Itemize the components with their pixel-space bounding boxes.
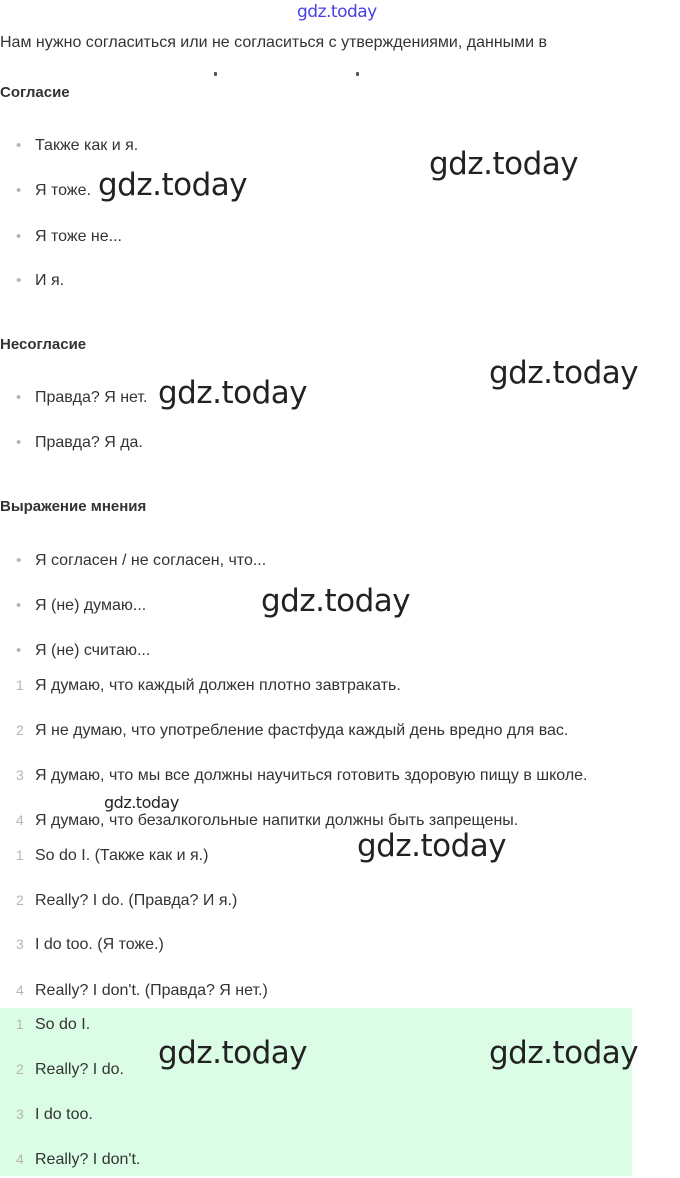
list-item [0, 389, 147, 411]
list-item-text: Я согласен / не согласен, что... [35, 552, 267, 569]
watermark: gdz.today [489, 1035, 639, 1071]
item-number: 2 [16, 722, 24, 738]
numbered-item [0, 847, 208, 869]
site-label[interactable]: gdz.today [297, 2, 377, 22]
numbered-item-text: Я думаю, что безалкогольные напитки должны быть запрещены. [35, 812, 519, 829]
bullet-marker: • [16, 228, 22, 245]
heading-disagreement: Несогласие [0, 336, 87, 353]
list-item-text: Также как и я. [35, 137, 139, 154]
intro-text: Нам нужно согласиться или не согласиться с утверждениями, данными в [0, 34, 548, 51]
bullet-marker: • [16, 434, 22, 451]
watermark: gdz.today [489, 355, 639, 391]
numbered-item-text: Я думаю, что мы все должны научиться готовить здоровую пищу в школе. [35, 767, 588, 784]
heading-agreement: Согласие [0, 84, 70, 101]
bullet-marker: • [16, 597, 22, 614]
item-number: 1 [16, 677, 24, 693]
numbered-item [0, 722, 568, 744]
watermark: gdz.today [158, 375, 308, 411]
watermark: gdz.today [429, 146, 579, 182]
bullet-marker: • [16, 642, 22, 659]
list-item [0, 597, 146, 619]
list-item-text: Правда? Я да. [35, 434, 143, 451]
numbered-item-text: Я не думаю, что употребление фастфуда каждый день вредно для вас. [35, 722, 569, 739]
list-item-text: Я (не) думаю... [35, 597, 147, 614]
bullet-marker: • [16, 182, 22, 199]
answer-item [0, 1016, 90, 1038]
bullet-marker: • [16, 552, 22, 569]
item-number: 3 [16, 936, 24, 952]
cut-glyph [356, 72, 359, 76]
item-number: 4 [16, 1151, 24, 1167]
numbered-item-text: Really? I don't. (Правда? Я нет.) [35, 982, 268, 999]
cut-glyph [214, 72, 217, 76]
heading-opinion: Выражение мнения [0, 498, 147, 515]
item-number: 2 [16, 1061, 24, 1077]
answer-item [0, 1106, 93, 1128]
item-number: 3 [16, 767, 24, 783]
answer-item-text: So do I. [35, 1016, 91, 1033]
watermark: gdz.today [98, 167, 248, 203]
numbered-item-text: Really? I do. (Правда? И я.) [35, 892, 238, 909]
list-item [0, 228, 122, 250]
numbered-item [0, 982, 268, 1004]
watermark: gdz.today [104, 793, 179, 812]
numbered-item [0, 936, 164, 958]
bullet-marker: • [16, 389, 22, 406]
answer-item-text: Really? I don't. [35, 1151, 141, 1168]
item-number: 2 [16, 892, 24, 908]
numbered-item-text: I do too. (Я тоже.) [35, 936, 164, 953]
item-number: 1 [16, 847, 24, 863]
list-item-text: Я тоже не... [35, 228, 122, 245]
watermark: gdz.today [261, 583, 411, 619]
list-item [0, 137, 138, 159]
answer-item-text: Really? I do. [35, 1061, 124, 1078]
answer-item-text: I do too. [35, 1106, 93, 1123]
item-number: 4 [16, 812, 24, 828]
numbered-item [0, 892, 237, 914]
bullet-marker: • [16, 137, 22, 154]
item-number: 1 [16, 1016, 24, 1032]
watermark: gdz.today [158, 1035, 308, 1071]
list-item [0, 434, 143, 456]
list-item-text: Я тоже. [35, 182, 91, 199]
numbered-item-text: So do I. (Также как и я.) [35, 847, 209, 864]
list-item [0, 552, 266, 574]
list-item [0, 272, 64, 294]
cut-text-line [0, 66, 640, 76]
answer-item [0, 1061, 124, 1083]
list-item [0, 182, 91, 204]
list-item-text: Я (не) считаю... [35, 642, 151, 659]
bullet-marker: • [16, 272, 22, 289]
list-item-text: Правда? Я нет. [35, 389, 148, 406]
watermark: gdz.today [357, 828, 507, 864]
answer-item [0, 1151, 140, 1173]
list-item [0, 642, 150, 664]
list-item-text: И я. [35, 272, 65, 289]
numbered-item-text: Я думаю, что каждый должен плотно завтракать. [35, 677, 401, 694]
numbered-item [0, 767, 588, 789]
numbered-item [0, 677, 401, 699]
item-number: 4 [16, 982, 24, 998]
item-number: 3 [16, 1106, 24, 1122]
